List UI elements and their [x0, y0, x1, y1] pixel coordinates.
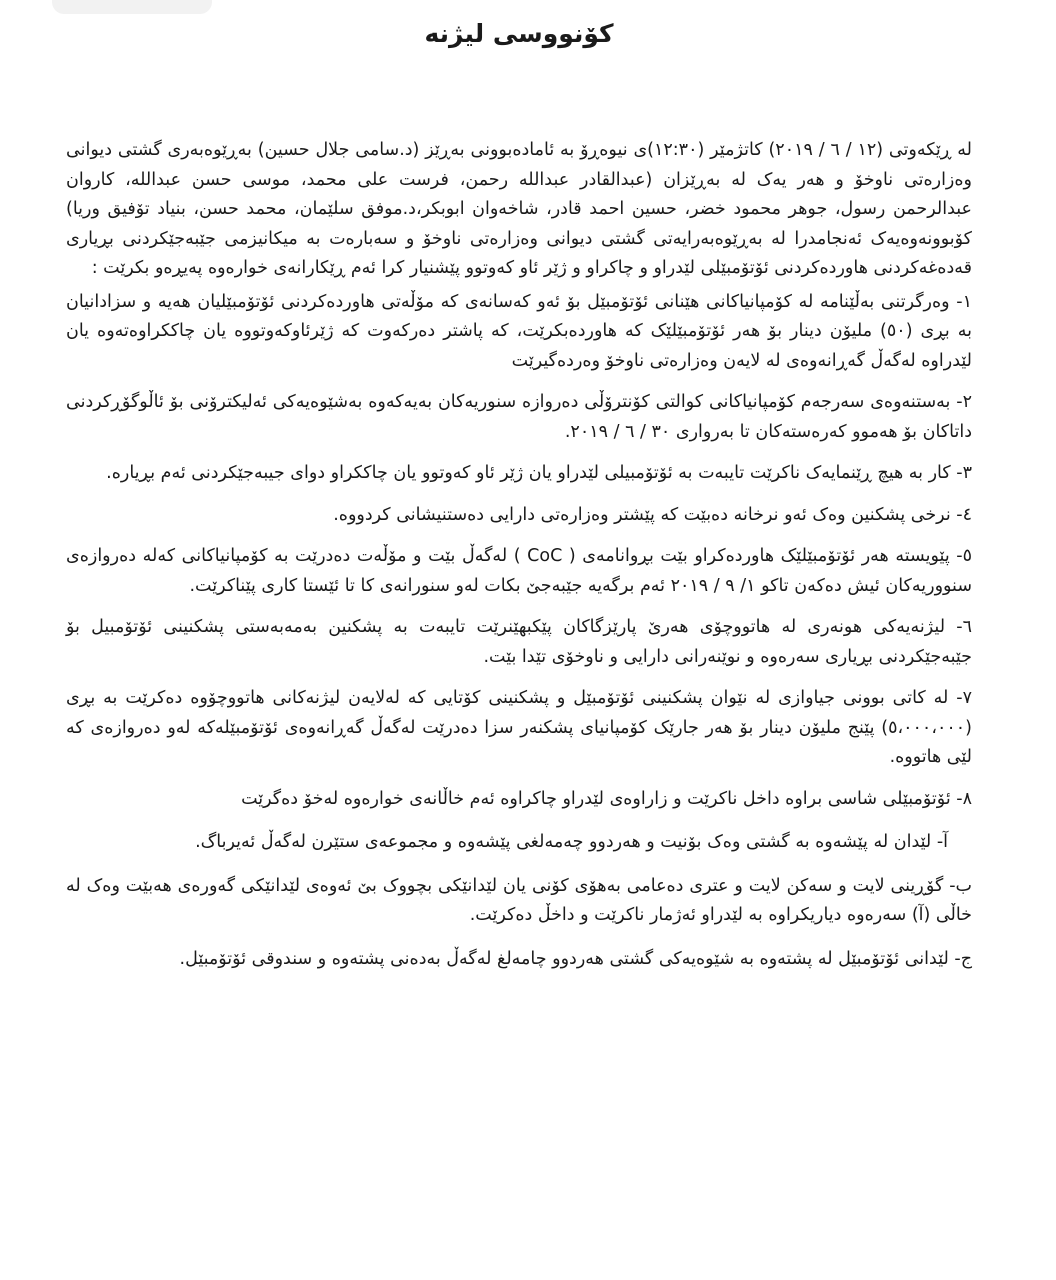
subitem-c: ج- لێدانی ئۆتۆمبێل لە پشتەوە بە شێوەیەکی گشتی هەردوو چامەلغ لەگەڵ بەدەنی پشتەوە و سندوقی ئۆتۆمبێل.: [179, 948, 972, 969]
item-6: ٦- لیژنەیەکی هونەری لە هاتووچۆی هەرێ پارێزگاکان پێکبهێنرێت تایبەت بە پشکنین بەمەبەستی پشکنینی ئۆتۆمبیل بۆ جێبەجێکردنی بڕیاری سەرەوە و نوێنەرانی دارایی و ناوخۆی تێدا بێت.: [66, 617, 972, 667]
subitem-a: آ- لێدان لە پێشەوە بە گشتی وەک بۆنیت و هەردوو چەمەلغی پێشەوە و مجموعەی ستێرن لەگەڵ ئەیرباگ.: [195, 832, 948, 852]
subitem-b: ب- گۆڕینی لایت و سەکن لایت و عتری دەعامی بەهۆی کۆنی یان لێدانێکی بچووک بێ ئەوەی لێدانێکی گەورەی هەبێت وەک لە خاڵی (آ) سەرەوە دیاریکراوە بە لێدراو ئەژمار ناکرێت و داخڵ دەکرێت.: [66, 875, 972, 925]
item-7: ٧- لە کاتی بوونی جیاوازی لە نێوان پشکنینی ئۆتۆمبێل و پشکنینی کۆتایی کە لەلایەن لیژنەکانی هاتووچۆوە دەکرێت بە بڕی (٥،٠٠٠،٠٠٠) پێنج ملیۆن دینار بۆ هەر جارێک کۆمپانیای پشکنەر سزا دەدرێت لەگەڵ گەڕانەوەی ئۆتۆمبێلەکە لەو دەروازەی کە لێی هاتووە.: [66, 688, 972, 767]
item-3: ٣- کار بە هیچ ڕێنمایەک ناکرێت تایبەت بە ئۆتۆمبیلی لێدراو یان ژێر ئاو کەوتوو یان چاککراو دوای جیبەجێکردنی ئەم بڕیارە.: [106, 463, 972, 483]
page-corner-shadow: [52, 0, 212, 14]
item-1: ١- وەرگرتنی بەڵێنامە لە کۆمپانیاکانی هێنانی ئۆتۆمبێل بۆ ئەو کەسانەی کە مۆڵەتی هاوردەکردنی ئۆتۆمبێلیان هەیە و سزادانیان بە بڕی (٥٠) ملیۆن دینار بۆ هەر ئۆتۆمبێلێک کە هاوردەبکرێت، کە پاشتر دەرکەوت کە ژێرئاوکەوتووە یان چاککراوەتەوە یان لێدراوە لەگەڵ گەڕانەوەی لە لایەن وەزارەتی ناوخۆ وەردەگیرێت: [66, 291, 972, 371]
item-5: ٥- پێویستە هەر ئۆتۆمبێلێک هاوردەکراو بێت بڕوانامەی ( CoC ) لەگەڵ بێت و مۆڵەت دەدرێت بە کۆمپانیاکانی کەلە دەروازەی سنووریەکان ئیش دەکەن تاکو ١/ ٩ / ٢٠١٩ ئەم برگەیە جێبەجێ بکات لەو سنورانەی کا تا ئێستا کاری پێناکرێت.: [66, 546, 973, 596]
intro-paragraph: لە ڕێکەوتی (١٢ / ٦ / ٢٠١٩) کاتژمێر (١٢:٣٠)ی نیوەڕۆ بە ئامادەبوونی بەڕێز (د.سامی جلال حسین) بەڕێوەبەری گشتی دیوانی وەزارەتی ناوخۆ و هەر یەک لە بەڕێزان (عبدالقادر عبدالله رحمن، فرست علی محمد، موسی حسن عبدالله، کاروان عبدالرحمن رسول، جوهر محمود خضر، حسین احمد قادر، شاخەوان ابوبکر،د.موفق سلێمان، محمد حسن، بنیاد تۆفیق وریا) کۆبوونەوەیەک ئەنجامدرا لە بەڕێوەبەرایەتی گشتی دیوانی وەزارەتی ناوخۆ و سەبارەت بە میکانیزمی جێبەجێکردنی بڕیاری قەدەغەکردنی هاوردەکردنی ئۆتۆمبێلی لێدراو و چاکراو و ژێر ئاو کەوتوو پێشنیار کرا ئەم ڕێکارانەی خوارەوە پەیڕەو بکرێت :: [66, 140, 972, 278]
document-title: کۆنووسی لیژنە: [424, 19, 614, 48]
title-spacer: [66, 64, 972, 136]
item-4: ٤- نرخی پشکنین وەک ئەو نرخانە دەبێت کە پێشتر وەزارەتی دارایی دەستنیشانی کردووە.: [333, 504, 972, 525]
item-8: ٨- ئۆتۆمبێلی شاسی براوە داخل ناکرێت و زاراوەی لێدراو چاکراوە ئەم خاڵانەی خوارەوە لەخۆ دەگرێت: [241, 788, 972, 809]
item-2: ٢- بەستنەوەی سەرجەم کۆمپانیاکانی کوالتی کۆنترۆڵی دەروازە سنوریەکان بەیەکەوە بەشێوەیەکی ئەلیکترۆنی بۆ ئاڵوگۆڕکردنی داتاکان بۆ هەموو کەرەستەکان تا بەرواری ٣٠ / ٦ / ٢٠١٩.: [66, 392, 972, 442]
